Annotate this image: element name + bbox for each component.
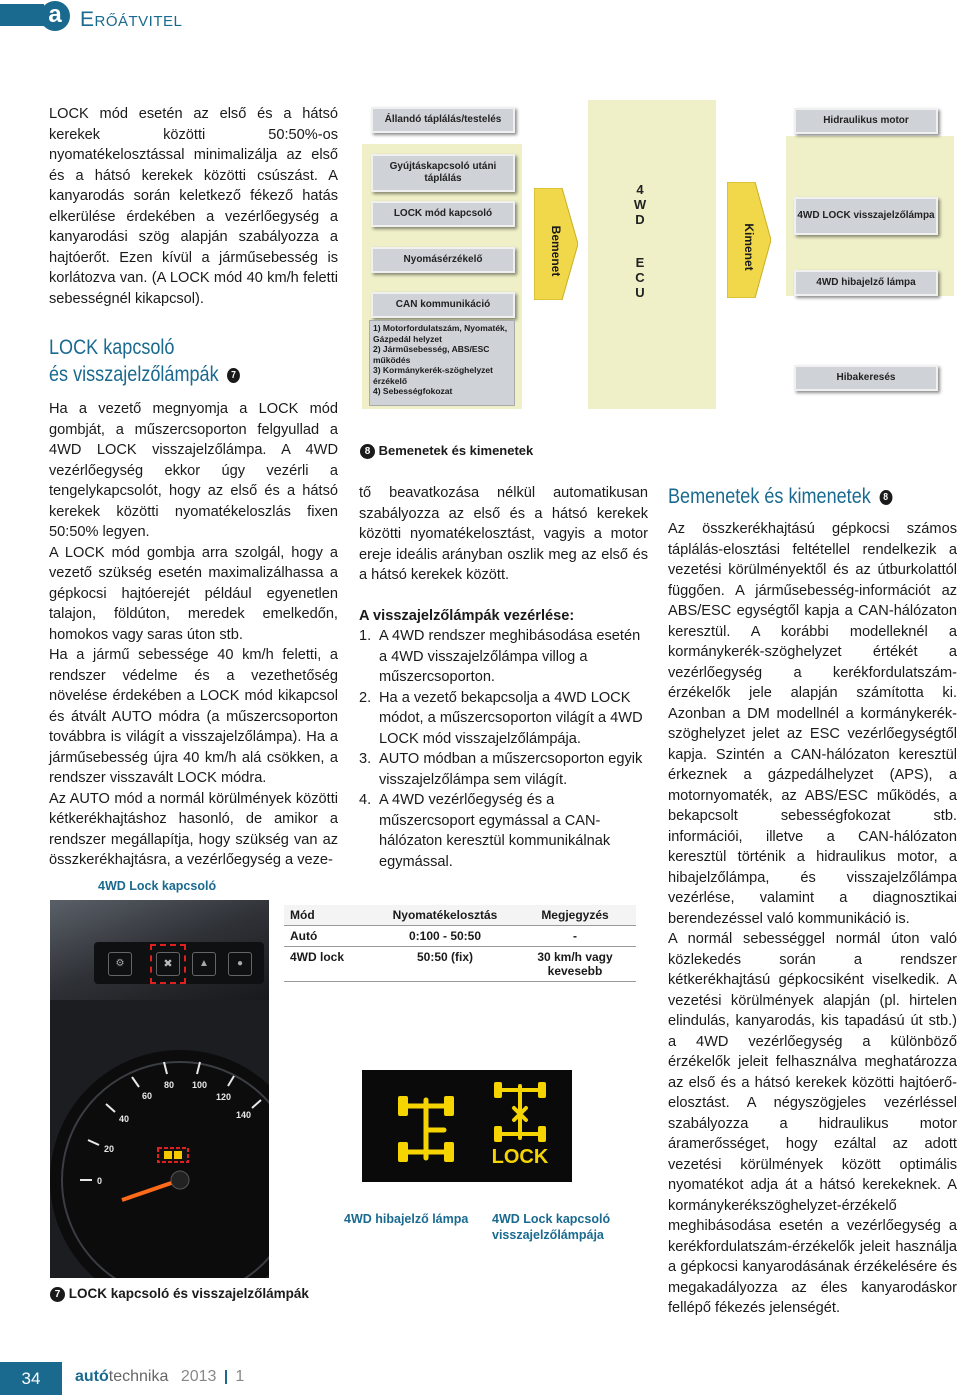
- torque-table: [284, 905, 636, 982]
- brand-bold: autó: [75, 1368, 109, 1385]
- output-box: Hidraulikus motor: [794, 108, 938, 134]
- esc-button-icon: ⚙: [108, 952, 132, 976]
- lock-lamp-text: LOCK: [491, 1146, 549, 1168]
- output-arrow-label: Kimenet: [742, 223, 756, 271]
- output-box: 4WD hibajelző lámpa: [794, 270, 938, 296]
- svg-text:20: 20: [104, 1144, 115, 1154]
- lock-paragraph: Ha a vezető megnyomja a LOCK mód gombját, a műszercsoporton felgyullad a 4WD LOCK visszajelzőlámpa. A 4WD vezérlőegység ekkor úgy vezérli a tengelykapcsolót, hogy az első és a hátsó kerekek közötti nyomatékeloszlás fixen 50:50% legyen.: [49, 401, 338, 540]
- list-item: 1. A 4WD rendszer meghibásodása esetén a 4WD visszajelzőlámpa villog a műszercsoporton.: [359, 628, 641, 685]
- footer-brand: [75, 1368, 244, 1386]
- warning-lamp-label: 4WD hibajelző lámpa: [344, 1212, 469, 1226]
- list-item: 4. A 4WD vezérlőegység és a műszercsoport egymással a CAN-hálózaton keresztül kommunikálnak egymással.: [359, 792, 611, 870]
- 4wd-lock-icon: ✖: [156, 952, 180, 976]
- lock-paragraph: Az AUTO mód a normál körülmények közötti kétkerékhajtáshoz hasonló, de amikor a rendszer megállapítja, hogy szükség van az összkerékhajtásra, a vezérlőegység a veze-: [49, 790, 338, 868]
- io-heading: [668, 483, 926, 510]
- switch-label: 4WD Lock kapcsoló: [98, 879, 217, 893]
- figure-number-badge: 7: [227, 368, 240, 383]
- section-title: Erőátvitel: [80, 8, 183, 31]
- intro-paragraph: LOCK mód esetén az első és a hátsó kerekek közötti 50:50%-os nyomatékelosztással minimalizálja az első és a hátsó kerekek közötti csúszást. A kanyarodás során keletkező fékező hatás elkerülése érdekében a vezérlőegység a kanyarodási szög alapján szabályozza a hajtóerőt. Ezen kívül a járműsebesség is korlátozva van. (A LOCK mód 40 km/h feletti sebességnél kikapcsol).: [49, 106, 338, 307]
- figure-number-badge: 8: [360, 444, 375, 459]
- list-item: 3. AUTO módban a műszercsoporton egyik visszajelzőlámpa sem világít.: [359, 751, 643, 788]
- input-box: LOCK mód kapcsoló: [371, 201, 515, 227]
- can-items-box: [369, 320, 515, 406]
- lamps-photo: [362, 1070, 572, 1182]
- list-item: 2. Ha a vezető bekapcsolja a 4WD LOCK módot, a műszercsoporton világít a 4WD LOCK mód visszajelzőlámpája.: [359, 689, 643, 747]
- diagram-caption-text: Bemenetek és kimenetek: [378, 443, 534, 458]
- io-heading-text: Bemenetek és kimenetek: [668, 485, 871, 508]
- io-paragraph: Az összkerékhajtású gépkocsi számos táplálás-elosztási feltétellel rendelkezik a vezetési körülményektől és az útburkolattól függően. A járműsebesség-információt az ABS/ESC egységtől kapja a CAN-hálózaton keresztül. A korábbi modelleknél a kormánykerék-szöghelyzet értékét a vezérlőegység a kerékfordulatszám-érzékelők jele alapján számította ki. Azonban a DM modellnél a kormánykerék-szöghelyzet jelet az ESC vezérlőegységtől kapja. Szintén a CAN-hálózaton keresztül érkeznek a gázpedálhelyzet (APS), a motornyomaték, az ABS/ESC működés, a bekapcsolt sebességfokozat stb. információi, illetve a CAN-hálózaton keresztül történik a hidraulikus motor, a hibajelzőlámpa, és visszajelzőlámpa vezérlése, valamint a diagnosztikai berendezéssel való kommunikáció is.: [668, 521, 957, 927]
- input-box: Állandó táplálás/testelés: [371, 107, 515, 133]
- footer-year: 2013: [180, 1368, 217, 1385]
- table-row: Autó 0:100 - 50:50 -: [284, 926, 636, 947]
- lock-heading: [49, 334, 273, 388]
- io-paragraph: A normál sebességgel normál úton való közlekedés során a rendszer kétkerékhajtású gépkocsiként viselkedik. A vezetési körülmények alapján (pl. hirtelen elindulás, kanyarodás, kis tapadású út stb.) a 4WD vezérlőegység a különböző érzékelők jeleit felhasználva meghatározza az első és a hátsó kerekek közötti hajtóerő-elosztást. A négyszögjeles vezérléssel szabályozza a hidraulikus motor áramerősséget, hogy ezáltal az adott vezetési körülmények között optimális nyomatékot adja át a hátsó kerekeknek. A kormánykerékszöghelyzet-érzékelő meghibásodása esetén a vezérlőegység a kerékfordulatszám-érzékelők jeleit használja a gépkocsi kanyarodásának érzékelésére és megakadályozza az éles kanyarodáskor fellépő fékezés jelenségét.: [668, 931, 957, 1316]
- footer-separator: [225, 1370, 227, 1384]
- table-header: Megjegyzés: [514, 905, 636, 926]
- logo-bar: [0, 4, 44, 26]
- lock-body: [49, 399, 338, 871]
- can-item: 2) Járműsebesség, ABS/ESC működés: [373, 344, 490, 365]
- lock-paragraph: Ha a jármű sebessége 40 km/h feletti, a rendszer védelme és a vezethetőség növelése érdekében a LOCK mód kikapcsol és átvált AUTO módra (a műszercsoporton továbbra is világít a visszajelzőlámpa). Ha a járműsebesség újra 40 km/h alá csökken, a rendszer visszavált LOCK módra.: [49, 647, 338, 786]
- ecu-letter: D: [635, 212, 645, 227]
- svg-text:140: 140: [236, 1110, 252, 1120]
- svg-text:40: 40: [119, 1114, 130, 1124]
- footer-issue: 1: [235, 1368, 245, 1385]
- table-row: 4WD lock 50:50 (fix) 30 km/h vagy kevesebb: [284, 947, 636, 982]
- lock-lamp-label: 4WD Lock kapcsoló visszajelzőlámpája: [492, 1212, 611, 1242]
- lock-heading-line2: és visszajelzőlámpák: [49, 363, 219, 386]
- page-number: 34: [21, 1369, 41, 1388]
- ecu-letter: 4: [636, 182, 644, 197]
- svg-text:100: 100: [192, 1080, 208, 1090]
- ecu-letter: C: [635, 270, 645, 285]
- logo: [40, 1, 70, 31]
- extra-button-icon: ●: [228, 952, 252, 976]
- table-header: Mód: [284, 905, 376, 926]
- header-bar: [0, 0, 72, 34]
- logo-letter: a: [48, 1, 62, 28]
- input-box: Gyújtáskapcsoló utáni táplálás: [371, 154, 515, 192]
- io-body: [668, 519, 957, 1319]
- 4wd-lock-lamp-icon: [490, 1080, 550, 1146]
- lock-heading-line1: LOCK kapcsoló: [49, 336, 175, 359]
- diagram-caption: [360, 443, 533, 459]
- svg-text:0: 0: [97, 1176, 103, 1186]
- can-item: 3) Kormánykerék-szöghelyzet érzékelő: [373, 365, 493, 386]
- output-box: Hibakeresés: [794, 365, 938, 391]
- switch-photo: [50, 900, 269, 1278]
- photo-caption: [50, 1286, 309, 1302]
- figure-number-badge: 7: [50, 1287, 65, 1302]
- input-box: CAN kommunikáció: [371, 292, 515, 318]
- 4wd-warning-lamp-icon: [396, 1088, 456, 1170]
- speedometer-gauge: [50, 1000, 269, 1278]
- figure-number-badge: 8: [879, 490, 892, 505]
- lamps-list: [359, 626, 648, 872]
- brand-light: technika: [108, 1368, 169, 1385]
- table-header: Nyomatékelosztás: [376, 905, 514, 926]
- middle-paragraph: tő beavatkozása nélkül automatikusan szabályozza az első és a hátsó kerekek közötti nyomatékelosztást, vagyis a motor ereje ideális arányban oszlik meg az első és a hátsó kerekek között.: [359, 485, 648, 583]
- svg-text:60: 60: [142, 1091, 153, 1101]
- ecu-letter: W: [633, 197, 647, 212]
- can-item: 4) Sebességfokozat: [373, 386, 453, 396]
- lamps-heading: A visszajelzőlámpák vezérlése:: [359, 608, 575, 624]
- svg-text:80: 80: [164, 1080, 175, 1090]
- hill-descent-icon: ▲: [192, 952, 216, 976]
- ecu-letter: U: [635, 285, 645, 300]
- lock-paragraph: A LOCK mód gombja arra szolgál, hogy a vezető szükség esetén maximalizálhassa a gépkocsi hajtóerejét például egyenetlen talajon, földúton, meredek emelkedőn, homokos vagy saras úton stb.: [49, 544, 338, 643]
- svg-text:120: 120: [216, 1092, 232, 1102]
- can-item: 1) Motorfordulatszám, Nyomaték, Gázpedál helyzet: [373, 323, 508, 344]
- photo-caption-text: LOCK kapcsoló és visszajelzőlámpák: [68, 1286, 309, 1301]
- input-box: Nyomásérzékelő: [371, 247, 515, 273]
- input-arrow-label: Bemenet: [549, 225, 563, 277]
- output-box: 4WD LOCK visszajelzőlámpa: [794, 197, 938, 235]
- ecu-letter: E: [635, 255, 645, 270]
- io-diagram: [362, 100, 958, 410]
- ecu-label: [632, 182, 648, 300]
- ecu-block: [588, 100, 716, 409]
